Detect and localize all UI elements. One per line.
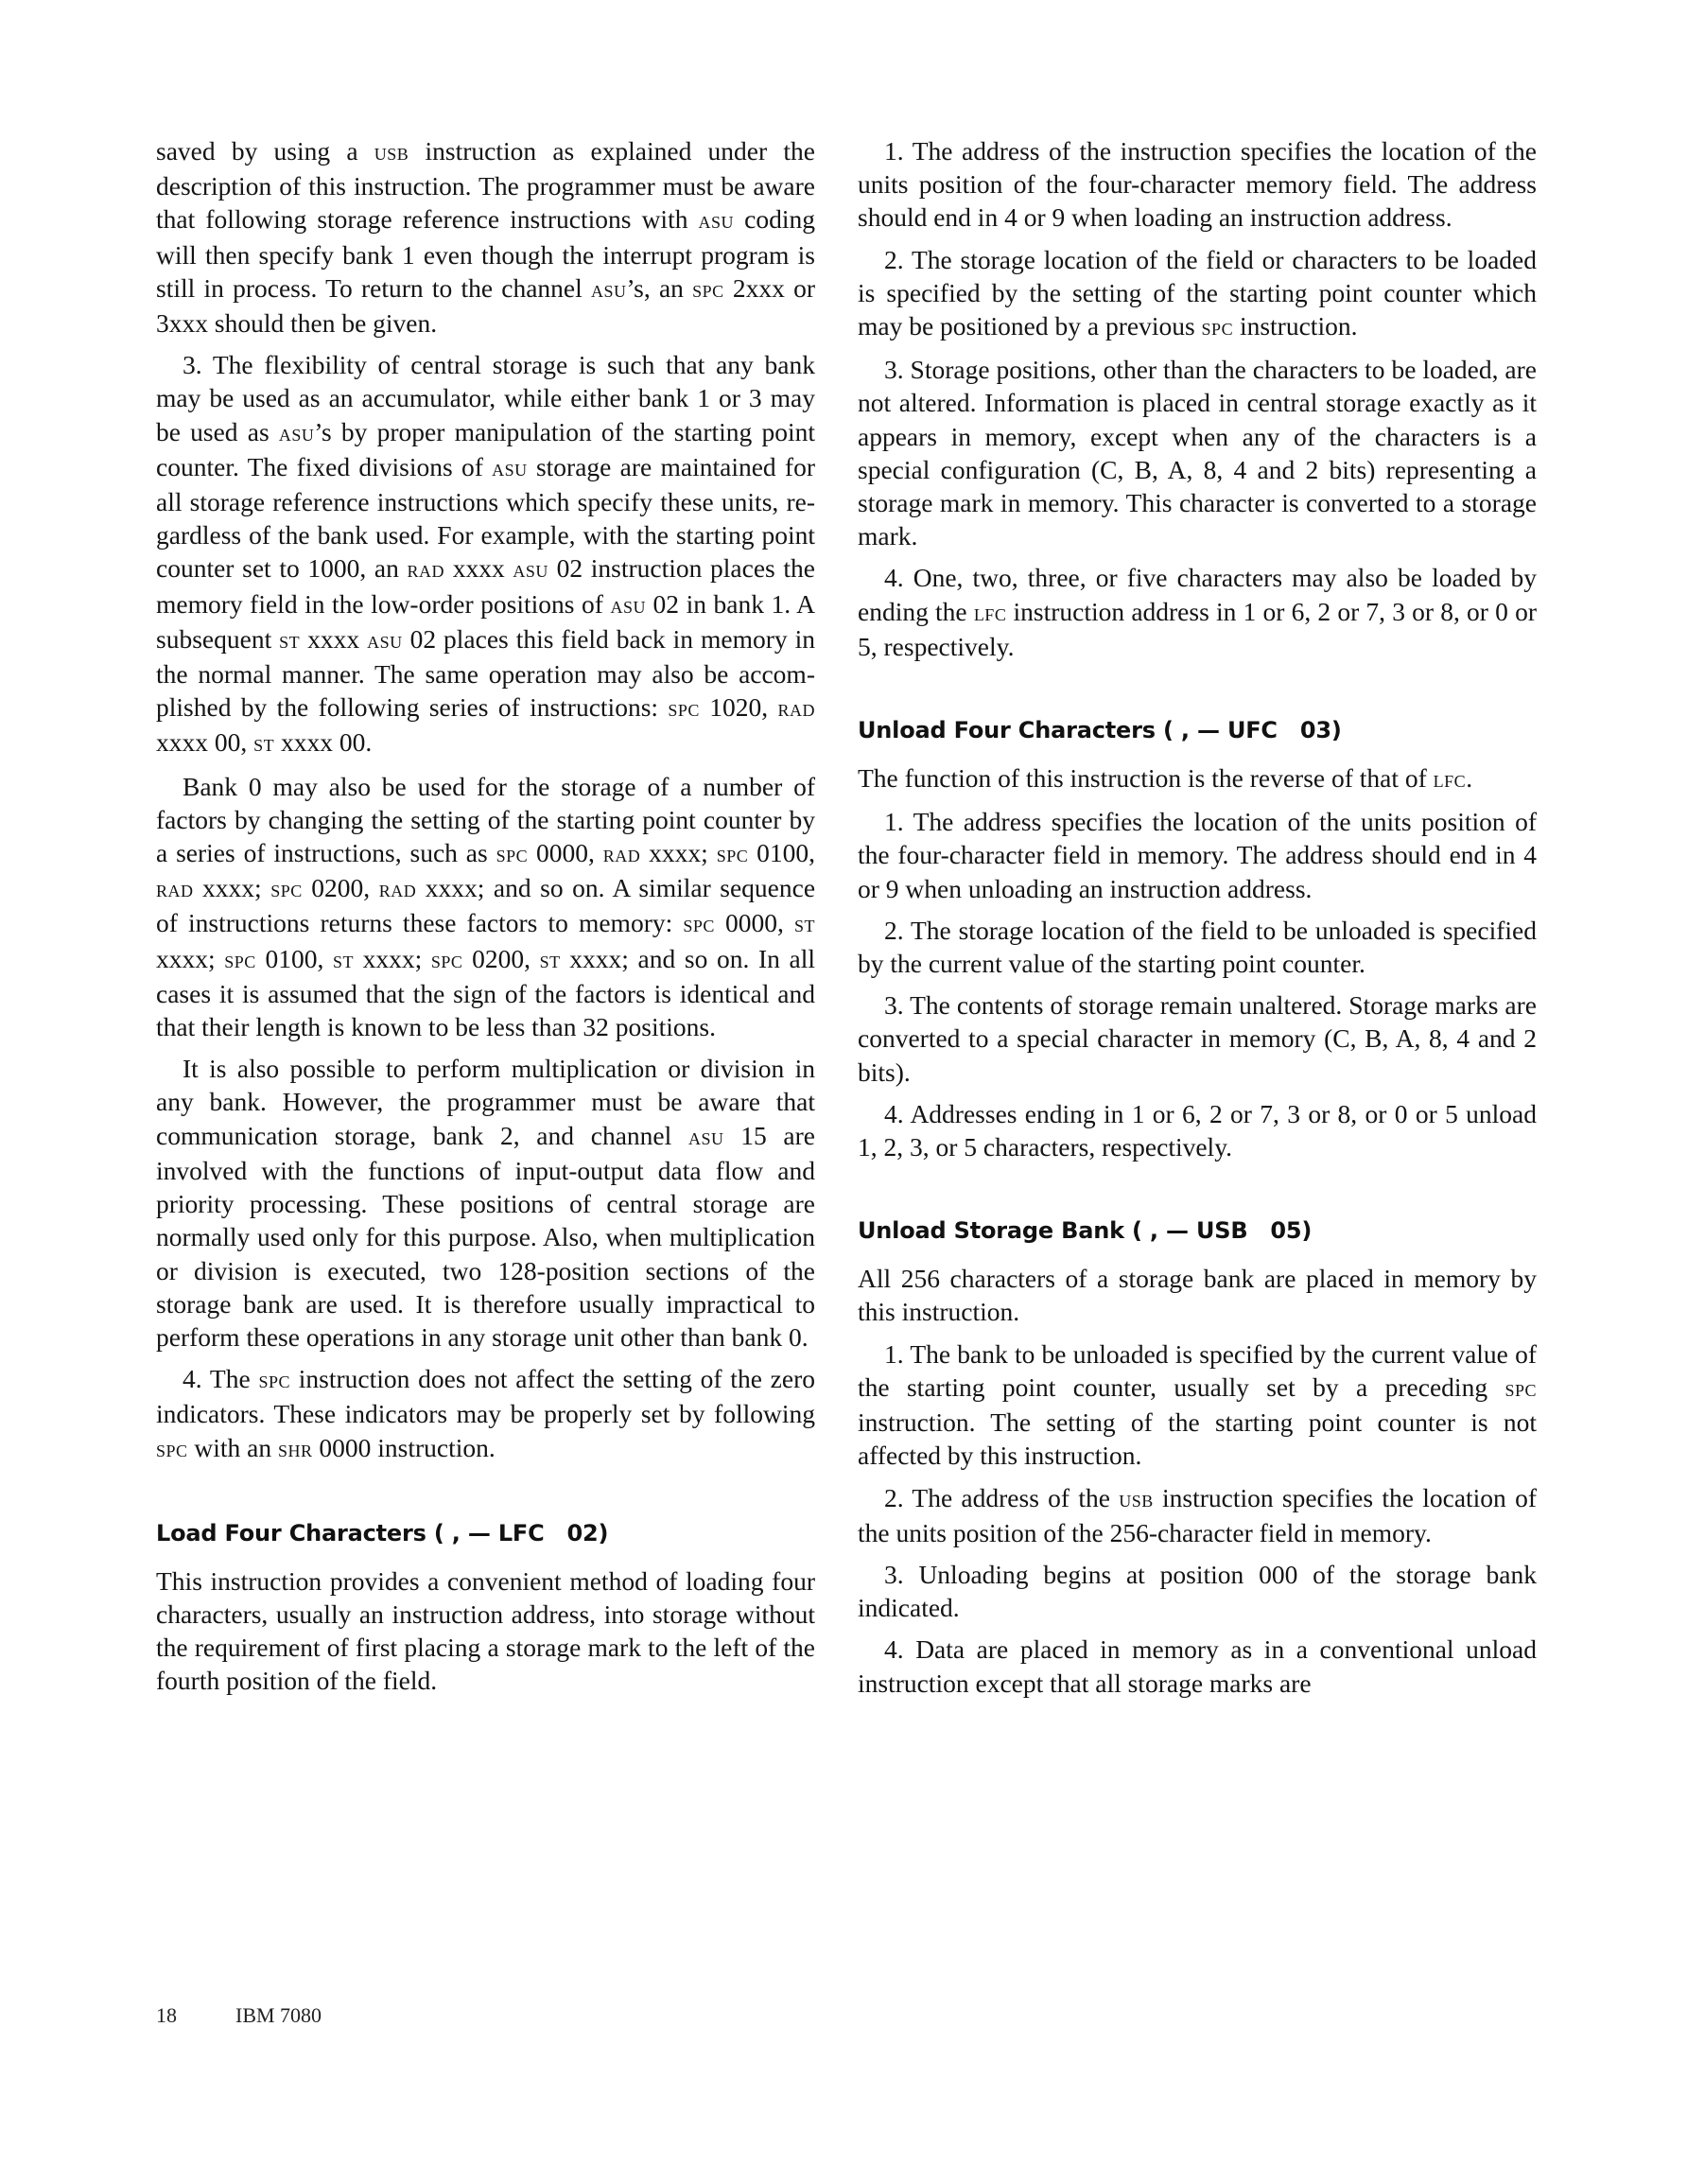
page-footer	[156, 2003, 322, 2028]
instruction-mnemonic: st	[279, 626, 301, 654]
instruction-mnemonic: spc	[224, 946, 256, 973]
instruction-mnemonic: spc	[430, 946, 463, 973]
lfc-item-3: 3. Storage positions, other than the characters to be loaded, are not altered. Information is placed in central storage exactly as it appears in memory, except when any of the characters is a special configuration (C, B, A, 8, 4 and 2 bits) representing a storage mark in memory. This character is converted to a storage mark.	[858, 355, 1537, 551]
instruction-mnemonic: st	[539, 946, 561, 973]
instruction-mnemonic: lfc	[973, 599, 1007, 626]
heading-opcode: 05)	[1270, 1217, 1313, 1245]
paragraph-usb-continuation: saved by using a usb instruction as explained under the description of this instruction. The programmer must be aware that following storage reference instructions with asu coding will then specify bank 1 even though the interrupt program is still in process. To return to the channel asu’s, an spc 2xxx or 3xxx should then be given.	[156, 136, 815, 339]
lfc-item-2: 2. The storage location of the field or characters to be loaded is specified by the setting of the starting point counter which may be positioned by a previous spc instruction.	[858, 244, 1537, 341]
instruction-mnemonic: spc	[1201, 314, 1234, 341]
ufc-item-4: 4. Addresses ending in 1 or 6, 2 or 7, 3 or 8, or 0 or 5 unload 1, 2, 3, or 5 characters, respectively.	[858, 1098, 1537, 1162]
instruction-mnemonic: spc	[692, 275, 724, 303]
instruction-mnemonic: spc	[156, 1435, 188, 1462]
ufc-item-1: 1. The address specifies the location of the units position of the four-character field in memory. The address should end in 4 or 9 when unloading an instruction address.	[858, 807, 1537, 903]
paragraph-flexibility: 3. The flexibility of central storage is such that any bank may be used as an accumulator, while either bank 1 or 3 may be used as asu’s by proper manipulation of the starting point counter. The fixed divisions of asu storage are maintained for all storage reference instructions which specify these units, regardless of the bank used. For example, with the starting point counter set to 1000, an rad xxxx asu 02 instruction places the memory field in the low-order positions of asu 02 in bank 1. A subsequent st xxxx asu 02 places this field back in memory in the normal manner. The same operation may also be accomplished by the following series of instructions: spc 1020, rad xxxx 00, st xxxx 00.	[156, 350, 816, 758]
heading-text: Unload Storage Bank ( , — USB	[858, 1217, 1248, 1245]
instruction-mnemonic: rad	[602, 841, 641, 868]
paragraph-ufc-intro: The function of this instruction is the reverse of that of lfc.	[858, 763, 1473, 794]
usb-item-2: 2. The address of the usb instruction specifies the location of the units position of the 256-character field in memory.	[858, 1482, 1537, 1547]
usb-item-1: 1. The bank to be unloaded is specified by the current value of the starting point counter, usually set by a preceding spc instruction. The setting of the starting point counter is not affected by this instruction.	[858, 1338, 1537, 1471]
lfc-item-1: 1. The address of the instruction specifies the location of the units position of the four-character memory field. The address should end in 4 or 9 when loading an instruction address.	[858, 136, 1537, 233]
instruction-mnemonic: usb	[374, 139, 409, 166]
page-number: 18	[156, 2003, 177, 2027]
instruction-mnemonic: asu	[591, 275, 627, 303]
instruction-mnemonic: lfc	[1433, 766, 1467, 794]
heading-unload-four-characters	[858, 716, 1537, 744]
instruction-mnemonic: st	[332, 946, 354, 973]
instruction-mnemonic: rad	[777, 695, 816, 723]
instruction-mnemonic: asu	[610, 591, 646, 619]
instruction-mnemonic: asu	[367, 626, 403, 654]
usb-item-4: 4. Data are placed in memory as in a conventional unload instruction except that all storage marks are	[858, 1634, 1537, 1698]
ufc-item-2: 2. The storage location of the field to be unloaded is specified by the current value of the starting point counter.	[858, 915, 1537, 979]
instruction-mnemonic: usb	[1119, 1485, 1154, 1512]
instruction-mnemonic: st	[793, 911, 815, 938]
instruction-mnemonic: spc	[1504, 1374, 1537, 1402]
instruction-mnemonic: spc	[668, 695, 700, 723]
left-column	[156, 134, 815, 1706]
instruction-mnemonic: st	[253, 730, 275, 758]
instruction-mnemonic: asu	[513, 556, 548, 584]
heading-opcode: 03)	[1299, 717, 1342, 744]
paragraph-usb-intro: All 256 characters of a storage bank are placed in memory by this instruction.	[858, 1264, 1537, 1327]
paragraph-lfc-intro: This instruction provides a convenient method of loading four characters, usually an instruction address, into storage without the requirement of first placing a storage mark to the left of the fourth position of the field.	[156, 1565, 815, 1696]
instruction-mnemonic: asu	[698, 207, 735, 235]
heading-text: Load Four Characters ( , — LFC	[156, 1519, 545, 1546]
lfc-item-4: 4. One, two, three, or five characters may also be loaded by ending the lfc instruction address in 1 or 6, 2 or 7, 3 or 8, or 0 or 5, respectively.	[858, 563, 1537, 661]
ufc-item-3: 3. The contents of storage remain unaltered. Storage marks are converted to a special character in memory (C, B, A, 8, 4 and 2 bits).	[858, 990, 1537, 1087]
instruction-mnemonic: spc	[716, 841, 749, 868]
instruction-mnemonic: spc	[258, 1367, 290, 1394]
instruction-mnemonic: asu	[687, 1123, 724, 1150]
heading-unload-storage-bank	[858, 1216, 1537, 1245]
instruction-mnemonic: asu	[278, 419, 315, 446]
paragraph-spc-zero-indicators: 4. The spc instruction does not affect the setting of the zero indicators. These indicators may be properly set by following spc with an shr 0000 instruction.	[156, 1364, 816, 1462]
heading-text: Unload Four Characters ( , — UFC	[858, 717, 1278, 744]
instruction-mnemonic: rad	[156, 876, 194, 903]
instruction-mnemonic: shr	[278, 1435, 313, 1462]
paragraph-multiplication: It is also possible to perform multiplication or division in any bank. However, the programmer must be aware that communication storage, bank 2, and channel asu 15 are involved with the functions of input-output data flow and priority processing. These positions of central storage are normally used only for this purpose. Also, when multiplication or division is executed, two 128-position sections of the storage bank are used. It is therefore usually impractical to perform these operations in any storage unit other than bank 0.	[156, 1054, 815, 1352]
paragraph-bank-zero: Bank 0 may also be used for the storage of a number of factors by changing the setting of the starting point counter by a series of instructions, such as spc 0000, rad xxxx; spc 0100, rad xxxx; spc 0200, rad xxxx; and so on. A similar sequence of instructions returns these factors to memory: spc 0000, st xxxx; spc 0100, st xxxx; spc 0200, st xxxx; and so on. In all cases it is assumed that the sign of the factors is identical and that their length is known to be less than 32 positions.	[156, 771, 816, 1042]
usb-item-3: 3. Unloading begins at position 000 of the storage bank indicated.	[858, 1559, 1537, 1623]
heading-load-four-characters	[156, 1519, 815, 1547]
instruction-mnemonic: rad	[407, 556, 445, 584]
instruction-mnemonic: spc	[496, 841, 529, 868]
instruction-mnemonic: rad	[378, 876, 417, 903]
instruction-mnemonic: spc	[270, 876, 303, 903]
instruction-mnemonic: spc	[683, 911, 715, 938]
publication-title: IBM 7080	[235, 2003, 322, 2027]
right-column	[858, 134, 1537, 1708]
instruction-mnemonic: asu	[492, 454, 528, 481]
heading-opcode: 02)	[566, 1519, 609, 1546]
